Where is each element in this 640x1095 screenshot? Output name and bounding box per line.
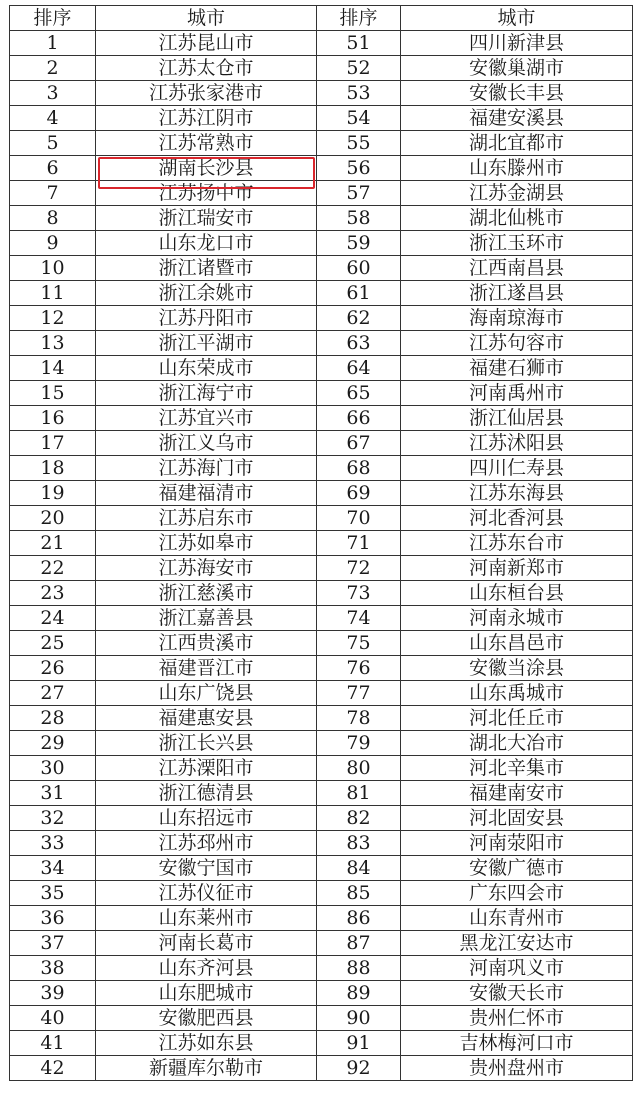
rank-right-cell: 56: [317, 156, 401, 181]
city-left-cell: 浙江诸暨市: [96, 256, 317, 281]
city-left-cell: 湖南长沙县: [96, 156, 317, 181]
rank-left-cell: 25: [10, 631, 96, 656]
rank-right-cell: 51: [317, 31, 401, 56]
rank-right-cell: 81: [317, 781, 401, 806]
rank-right-cell: 77: [317, 681, 401, 706]
city-left-cell: 福建惠安县: [96, 706, 317, 731]
city-right-cell: 山东桓台县: [401, 581, 633, 606]
rank-right-cell: 89: [317, 981, 401, 1006]
rank-left-cell: 23: [10, 581, 96, 606]
city-left-cell: 江苏江阴市: [96, 106, 317, 131]
table-row: [10, 856, 633, 881]
rank-left-cell: 16: [10, 406, 96, 431]
rank-left-cell: 32: [10, 806, 96, 831]
rank-left-cell: 27: [10, 681, 96, 706]
table-row: [10, 956, 633, 981]
table-row: [10, 831, 633, 856]
table-row: [10, 1031, 633, 1056]
rank-right-cell: 87: [317, 931, 401, 956]
table-row: [10, 256, 633, 281]
table-row: [10, 731, 633, 756]
table-row: [10, 681, 633, 706]
table-row: [10, 106, 633, 131]
city-left-cell: 江苏如东县: [96, 1031, 317, 1056]
table-row: [10, 556, 633, 581]
rank-right-cell: 79: [317, 731, 401, 756]
city-right-cell: 山东青州市: [401, 906, 633, 931]
rank-left-cell: 10: [10, 256, 96, 281]
city-right-cell: 河南巩义市: [401, 956, 633, 981]
table-row: [10, 931, 633, 956]
table-row: [10, 156, 633, 181]
city-right-cell: 江苏东海县: [401, 481, 633, 506]
city-left-cell: 江苏启东市: [96, 506, 317, 531]
rank-right-cell: 69: [317, 481, 401, 506]
rank-left-cell: 28: [10, 706, 96, 731]
table-row: [10, 781, 633, 806]
city-left-cell: 江苏常熟市: [96, 131, 317, 156]
table-row: [10, 1006, 633, 1031]
city-right-cell: 四川新津县: [401, 31, 633, 56]
rank-left-cell: 39: [10, 981, 96, 1006]
rank-right-cell: 83: [317, 831, 401, 856]
city-left-cell: 江苏张家港市: [96, 81, 317, 106]
city-right-cell: 河北固安县: [401, 806, 633, 831]
city-right-cell: 福建安溪县: [401, 106, 633, 131]
rank-right-cell: 70: [317, 506, 401, 531]
city-right-cell: 山东昌邑市: [401, 631, 633, 656]
city-right-cell: 河北辛集市: [401, 756, 633, 781]
ranking-table: [9, 5, 633, 1081]
rank-right-cell: 65: [317, 381, 401, 406]
city-left-cell: 山东齐河县: [96, 956, 317, 981]
rank-right-cell: 91: [317, 1031, 401, 1056]
city-right-cell: 福建南安市: [401, 781, 633, 806]
city-left-cell: 江苏扬中市: [96, 181, 317, 206]
city-left-cell: 山东广饶县: [96, 681, 317, 706]
rank-left-cell: 31: [10, 781, 96, 806]
rank-right-cell: 59: [317, 231, 401, 256]
rank-right-cell: 62: [317, 306, 401, 331]
city-right-cell: 吉林梅河口市: [401, 1031, 633, 1056]
table-row: [10, 56, 633, 81]
city-left-cell: 山东莱州市: [96, 906, 317, 931]
city-left-cell: 山东荣成市: [96, 356, 317, 381]
rank-right-cell: 82: [317, 806, 401, 831]
header-city-right: 城市: [401, 6, 633, 31]
city-right-cell: 贵州仁怀市: [401, 1006, 633, 1031]
city-left-cell: 浙江德清县: [96, 781, 317, 806]
table-row: [10, 81, 633, 106]
table-row: [10, 181, 633, 206]
rank-left-cell: 12: [10, 306, 96, 331]
city-left-cell: 江苏海安市: [96, 556, 317, 581]
city-left-cell: 福建福清市: [96, 481, 317, 506]
rank-right-cell: 85: [317, 881, 401, 906]
city-left-cell: 山东肥城市: [96, 981, 317, 1006]
city-right-cell: 福建石狮市: [401, 356, 633, 381]
rank-right-cell: 76: [317, 656, 401, 681]
city-left-cell: 浙江义乌市: [96, 431, 317, 456]
city-left-cell: 江苏如皋市: [96, 531, 317, 556]
rank-right-cell: 61: [317, 281, 401, 306]
city-right-cell: 湖北仙桃市: [401, 206, 633, 231]
city-left-cell: 新疆库尔勒市: [96, 1056, 317, 1081]
rank-left-cell: 37: [10, 931, 96, 956]
rank-left-cell: 22: [10, 556, 96, 581]
city-right-cell: 安徽当涂县: [401, 656, 633, 681]
table-row: [10, 356, 633, 381]
rank-right-cell: 92: [317, 1056, 401, 1081]
table-row: [10, 231, 633, 256]
city-left-cell: 江苏溧阳市: [96, 756, 317, 781]
table-row: [10, 881, 633, 906]
rank-left-cell: 35: [10, 881, 96, 906]
city-right-cell: 河南新郑市: [401, 556, 633, 581]
table-row: [10, 606, 633, 631]
rank-left-cell: 18: [10, 456, 96, 481]
rank-left-cell: 26: [10, 656, 96, 681]
city-right-cell: 浙江玉环市: [401, 231, 633, 256]
rank-right-cell: 58: [317, 206, 401, 231]
header-row: [10, 6, 633, 31]
table-row: [10, 206, 633, 231]
rank-left-cell: 15: [10, 381, 96, 406]
city-left-cell: 河南长葛市: [96, 931, 317, 956]
city-left-cell: 山东招远市: [96, 806, 317, 831]
rank-right-cell: 88: [317, 956, 401, 981]
city-left-cell: 安徽肥西县: [96, 1006, 317, 1031]
rank-left-cell: 13: [10, 331, 96, 356]
rank-left-cell: 6: [10, 156, 96, 181]
city-left-cell: 浙江慈溪市: [96, 581, 317, 606]
city-left-cell: 浙江余姚市: [96, 281, 317, 306]
table-row: [10, 806, 633, 831]
table-row: [10, 906, 633, 931]
rank-right-cell: 67: [317, 431, 401, 456]
city-left-cell: 安徽宁国市: [96, 856, 317, 881]
city-left-cell: 江西贵溪市: [96, 631, 317, 656]
city-right-cell: 安徽广德市: [401, 856, 633, 881]
header-city-left: 城市: [96, 6, 317, 31]
rank-left-cell: 19: [10, 481, 96, 506]
rank-left-cell: 11: [10, 281, 96, 306]
rank-left-cell: 34: [10, 856, 96, 881]
city-left-cell: 江苏太仓市: [96, 56, 317, 81]
table-row: [10, 756, 633, 781]
city-right-cell: 河南荥阳市: [401, 831, 633, 856]
rank-left-cell: 2: [10, 56, 96, 81]
rank-right-cell: 74: [317, 606, 401, 631]
city-right-cell: 湖北宜都市: [401, 131, 633, 156]
city-left-cell: 山东龙口市: [96, 231, 317, 256]
city-right-cell: 安徽长丰县: [401, 81, 633, 106]
city-right-cell: 浙江仙居县: [401, 406, 633, 431]
table-row: [10, 331, 633, 356]
table-row: [10, 631, 633, 656]
table-row: [10, 656, 633, 681]
rank-right-cell: 78: [317, 706, 401, 731]
rank-right-cell: 64: [317, 356, 401, 381]
rank-right-cell: 84: [317, 856, 401, 881]
rank-right-cell: 66: [317, 406, 401, 431]
table-row: [10, 131, 633, 156]
city-left-cell: 江苏昆山市: [96, 31, 317, 56]
city-right-cell: 江苏东台市: [401, 531, 633, 556]
city-right-cell: 四川仁寿县: [401, 456, 633, 481]
table-row: [10, 381, 633, 406]
rank-right-cell: 80: [317, 756, 401, 781]
rank-right-cell: 55: [317, 131, 401, 156]
rank-right-cell: 60: [317, 256, 401, 281]
rank-right-cell: 75: [317, 631, 401, 656]
rank-right-cell: 57: [317, 181, 401, 206]
rank-right-cell: 68: [317, 456, 401, 481]
table-row: [10, 981, 633, 1006]
rank-left-cell: 30: [10, 756, 96, 781]
rank-right-cell: 53: [317, 81, 401, 106]
city-right-cell: 河北香河县: [401, 506, 633, 531]
rank-left-cell: 9: [10, 231, 96, 256]
table-row: [10, 531, 633, 556]
table-row: [10, 481, 633, 506]
city-left-cell: 江苏宜兴市: [96, 406, 317, 431]
rank-left-cell: 3: [10, 81, 96, 106]
rank-left-cell: 5: [10, 131, 96, 156]
table-row: [10, 431, 633, 456]
rank-left-cell: 14: [10, 356, 96, 381]
rank-left-cell: 40: [10, 1006, 96, 1031]
city-right-cell: 江苏沭阳县: [401, 431, 633, 456]
table-row: [10, 706, 633, 731]
city-right-cell: 浙江遂昌县: [401, 281, 633, 306]
table-row: [10, 281, 633, 306]
table-row: [10, 506, 633, 531]
table-row: [10, 1056, 633, 1081]
city-left-cell: 江苏仪征市: [96, 881, 317, 906]
rank-left-cell: 8: [10, 206, 96, 231]
city-right-cell: 广东四会市: [401, 881, 633, 906]
city-left-cell: 浙江长兴县: [96, 731, 317, 756]
rank-left-cell: 24: [10, 606, 96, 631]
rank-right-cell: 73: [317, 581, 401, 606]
city-right-cell: 安徽天长市: [401, 981, 633, 1006]
city-right-cell: 河南禹州市: [401, 381, 633, 406]
city-right-cell: 贵州盘州市: [401, 1056, 633, 1081]
rank-right-cell: 72: [317, 556, 401, 581]
city-left-cell: 江苏邳州市: [96, 831, 317, 856]
rank-left-cell: 21: [10, 531, 96, 556]
rank-left-cell: 38: [10, 956, 96, 981]
rank-right-cell: 52: [317, 56, 401, 81]
rank-right-cell: 63: [317, 331, 401, 356]
rank-right-cell: 86: [317, 906, 401, 931]
table-row: [10, 306, 633, 331]
table-row: [10, 456, 633, 481]
rank-left-cell: 36: [10, 906, 96, 931]
city-left-cell: 福建晋江市: [96, 656, 317, 681]
rank-right-cell: 54: [317, 106, 401, 131]
city-left-cell: 江苏海门市: [96, 456, 317, 481]
rank-left-cell: 33: [10, 831, 96, 856]
rank-left-cell: 41: [10, 1031, 96, 1056]
city-right-cell: 河北任丘市: [401, 706, 633, 731]
city-right-cell: 河南永城市: [401, 606, 633, 631]
city-right-cell: 山东滕州市: [401, 156, 633, 181]
table-row: [10, 581, 633, 606]
rank-right-cell: 90: [317, 1006, 401, 1031]
rank-left-cell: 29: [10, 731, 96, 756]
city-left-cell: 浙江平湖市: [96, 331, 317, 356]
city-left-cell: 江苏丹阳市: [96, 306, 317, 331]
rank-left-cell: 17: [10, 431, 96, 456]
table-row: [10, 406, 633, 431]
city-left-cell: 浙江嘉善县: [96, 606, 317, 631]
table-row: [10, 31, 633, 56]
city-left-cell: 浙江瑞安市: [96, 206, 317, 231]
rank-left-cell: 20: [10, 506, 96, 531]
city-right-cell: 黑龙江安达市: [401, 931, 633, 956]
city-right-cell: 湖北大冶市: [401, 731, 633, 756]
rank-left-cell: 4: [10, 106, 96, 131]
rank-left-cell: 42: [10, 1056, 96, 1081]
city-right-cell: 江苏金湖县: [401, 181, 633, 206]
table-body: [10, 31, 633, 1081]
city-right-cell: 海南琼海市: [401, 306, 633, 331]
header-rank-left: 排序: [10, 6, 96, 31]
rank-right-cell: 71: [317, 531, 401, 556]
city-right-cell: 江西南昌县: [401, 256, 633, 281]
city-right-cell: 江苏句容市: [401, 331, 633, 356]
city-right-cell: 山东禹城市: [401, 681, 633, 706]
rank-left-cell: 7: [10, 181, 96, 206]
city-left-cell: 浙江海宁市: [96, 381, 317, 406]
header-rank-right: 排序: [317, 6, 401, 31]
rank-left-cell: 1: [10, 31, 96, 56]
city-right-cell: 安徽巢湖市: [401, 56, 633, 81]
